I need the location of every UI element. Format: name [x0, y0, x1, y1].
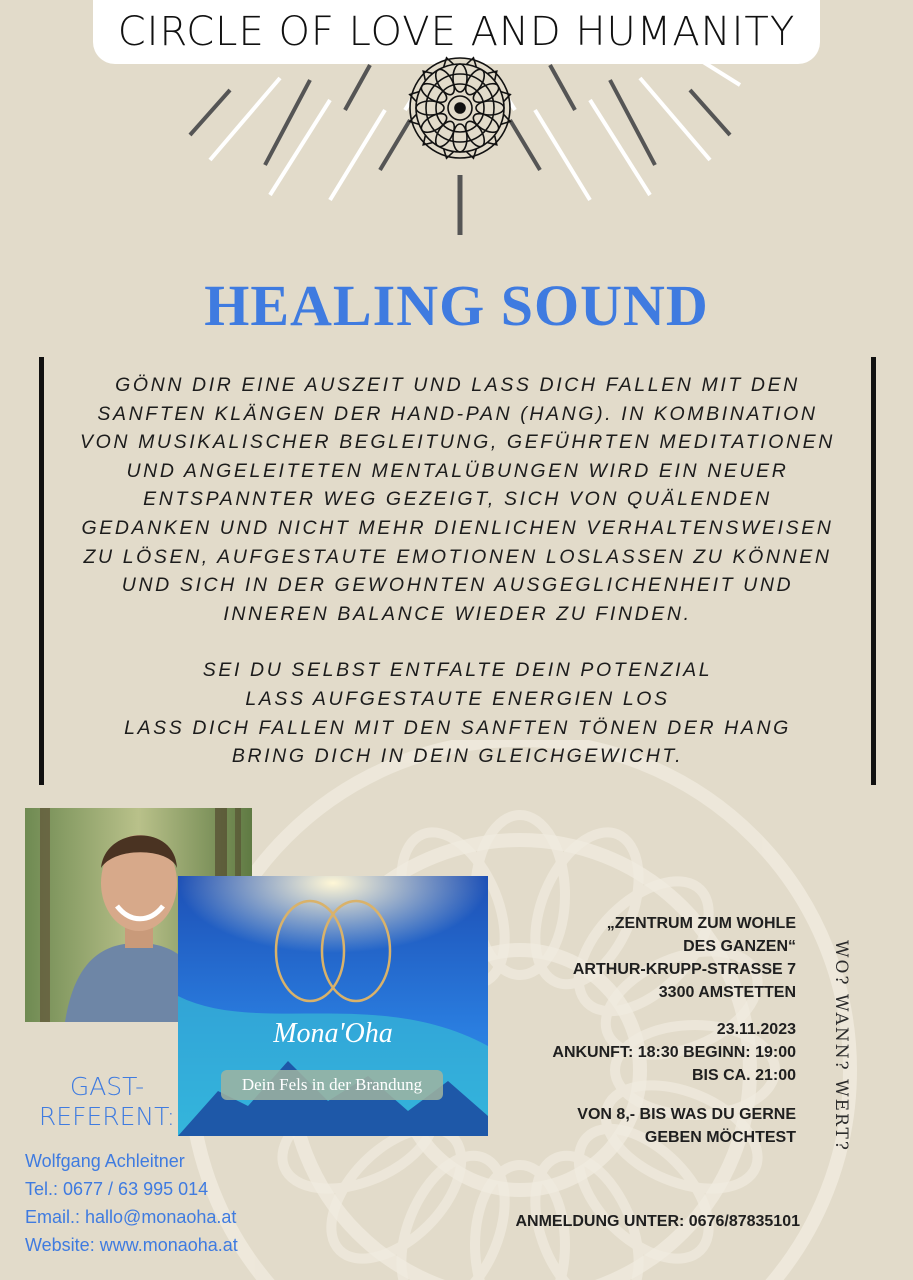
description-line: ZU LÖSEN, AUFGESTAUTE EMOTIONEN LOSLASSEN ZU KÖNNEN [83, 545, 832, 568]
event-end-time: BIS CA. 21:00 [691, 1067, 796, 1084]
description-line: GÖNN DIR EINE AUSZEIT UND LASS DICH FALLEN MIT DEN [115, 374, 800, 396]
guest-contact [25, 1147, 325, 1259]
event-details [470, 912, 796, 1149]
venue-city: 3300 AMSTETTEN [658, 984, 796, 1001]
event-time: ANKUNFT: 18:30 BEGINN: 19:00 [552, 1044, 796, 1061]
page-title: CIRCLE OF LOVE AND HUMANITY [117, 9, 796, 55]
event-headline: HEALING SOUND [204, 273, 709, 338]
motto-line: LASS AUFGESTAUTE ENERGIEN LOS [245, 687, 670, 710]
description-line: GEDANKEN UND NICHT MEHR DIENLICHEN VERHALTENSWEISEN [81, 516, 834, 539]
motto-line: LASS DICH FALLEN MIT DEN SANFTEN TÖNEN DER HANG [124, 716, 791, 739]
guest-website[interactable]: Website: www.monaoha.at [25, 1235, 238, 1255]
side-label [826, 918, 856, 1173]
description-line: VON MUSIKALISCHER BEGLEITUNG, GEFÜHRTEN MEDITATIONEN [80, 431, 835, 454]
guest-name: Wolfgang Achleitner [25, 1151, 185, 1171]
event-date: 23.11.2023 [716, 1021, 796, 1038]
motto-line: SEI DU SELBST ENTFALTE DEIN POTENZIAL [202, 659, 713, 682]
sunburst-mandala-emblem [170, 50, 750, 240]
event-price: VON 8,- BIS WAS DU GERNE [577, 1106, 796, 1123]
monaoha-logo-card [178, 876, 488, 1136]
guest-heading-line: GAST- [69, 1072, 145, 1101]
right-divider-bar [871, 357, 876, 785]
registration-info: ANMELDUNG UNTER: 0676/87835101 [515, 1213, 800, 1230]
description-line: UND SICH IN DER GEWOHNTEN AUSGEGLICHENHEIT UND [121, 574, 794, 597]
description-line: SANFTEN KLÄNGEN DER HAND-PAN (HANG). IN KOMBINATION [97, 402, 818, 425]
guest-heading [22, 1072, 192, 1132]
description-line: ENTSPANNTER WEG GEZEIGT, SICH VON QUÄLENDEN [143, 488, 772, 511]
guest-phone[interactable]: Tel.: 0677 / 63 995 014 [25, 1179, 209, 1199]
venue-street: ARTHUR-KRUPP-STRASSE 7 [572, 961, 796, 978]
venue-name: „ZENTRUM ZUM WOHLE [606, 915, 796, 932]
guest-heading-line: REFERENT: [38, 1102, 176, 1131]
guest-email[interactable]: Email.: hallo@monaoha.at [25, 1207, 237, 1227]
logo-tagline: Dein Fels in der Brandung [221, 1070, 443, 1100]
description-line: UND ANGELEITETEN MENTALÜBUNGEN WIRD EIN NEUER [126, 459, 789, 482]
motto-line: BRING DICH IN DEIN GLEICHGEWICHT. [231, 745, 684, 768]
logo-brand-name: Mona'Oha [273, 1018, 393, 1049]
event-description [44, 371, 871, 771]
side-label-text: WO? WANN? WERT? [831, 939, 851, 1152]
venue-name: DES GANZEN“ [683, 938, 796, 955]
description-line: INNEREN BALANCE WIEDER ZU FINDEN. [223, 602, 692, 625]
event-price: GEBEN MÖCHTEST [644, 1129, 796, 1146]
